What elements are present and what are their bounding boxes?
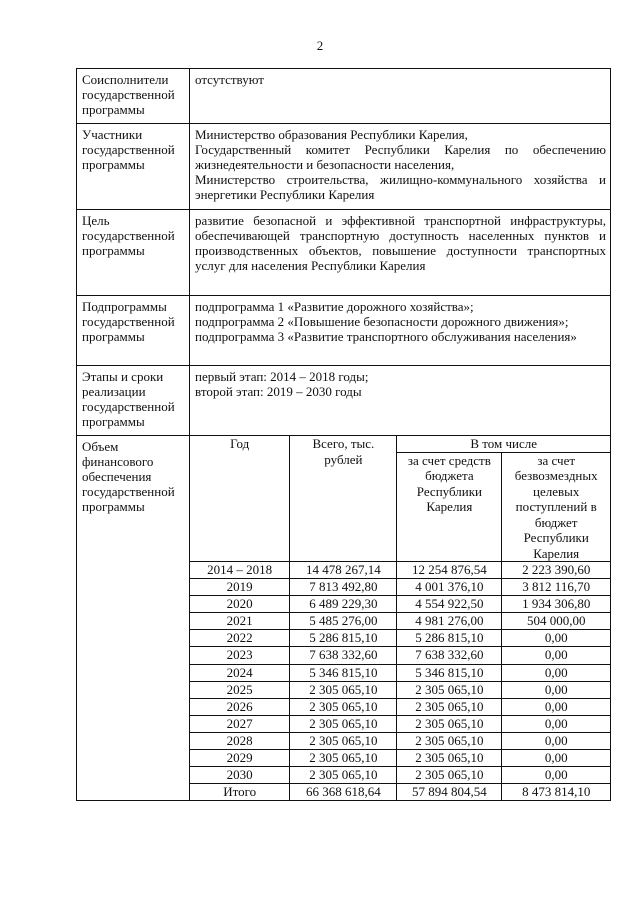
row-value xyxy=(190,296,611,366)
table-row xyxy=(77,124,611,210)
value-line: Государственный комитет Республики Карелия по обеспечению жизнедеятельности и безопасности населения, xyxy=(195,142,606,172)
finance-row xyxy=(190,698,610,715)
total-cell: 7 813 492,80 xyxy=(290,579,397,596)
row-value xyxy=(190,69,611,124)
value-line: развитие безопасной и эффективной транспортной инфраструктуры, обеспечивающей транспортную доступность населенных пунктов и производственных объектов, повышение доступности транспортных услуг для населения Республики Карелия xyxy=(195,213,606,273)
value-line: подпрограмма 3 «Развитие транспортного обслуживания населения» xyxy=(195,329,577,344)
total-cell: 5 346 815,10 xyxy=(290,664,397,681)
budget-cell: 5 286 815,10 xyxy=(397,630,502,647)
row-label: Соисполнители государственной программы xyxy=(77,69,190,124)
free-receipts-cell: 0,00 xyxy=(502,647,610,664)
budget-cell: 5 346 815,10 xyxy=(397,664,502,681)
value-line: подпрограмма 2 «Повышение безопасности дорожного движения»; xyxy=(195,314,569,329)
value-line: Министерство образования Республики Карелия, xyxy=(195,127,468,142)
finance-row xyxy=(190,664,610,681)
free-receipts-cell: 0,00 xyxy=(502,630,610,647)
budget-cell: 57 894 804,54 xyxy=(397,784,502,801)
budget-cell: 4 554 922,50 xyxy=(397,596,502,613)
total-cell: 7 638 332,60 xyxy=(290,647,397,664)
free-receipts-cell: 0,00 xyxy=(502,681,610,698)
year-cell: 2030 xyxy=(190,767,290,784)
finance-row xyxy=(190,579,610,596)
year-cell: Итого xyxy=(190,784,290,801)
header-including: В том числе xyxy=(397,436,610,452)
row-label: Цель государственной программы xyxy=(77,210,190,296)
finance-row xyxy=(190,767,610,784)
budget-cell: 2 305 065,10 xyxy=(397,750,502,767)
free-receipts-cell: 0,00 xyxy=(502,750,610,767)
finance-row xyxy=(190,784,610,801)
program-passport-table xyxy=(76,68,611,801)
total-cell: 5 286 815,10 xyxy=(290,630,397,647)
finance-row xyxy=(190,732,610,749)
header-total: Всего, тыс. рублей xyxy=(290,436,397,562)
free-receipts-cell: 504 000,00 xyxy=(502,613,610,630)
budget-cell: 4 981 276,00 xyxy=(397,613,502,630)
budget-cell: 2 305 065,10 xyxy=(397,698,502,715)
year-cell: 2029 xyxy=(190,750,290,767)
budget-cell: 4 001 376,10 xyxy=(397,579,502,596)
total-cell: 2 305 065,10 xyxy=(290,767,397,784)
total-cell: 2 305 065,10 xyxy=(290,681,397,698)
finance-row xyxy=(190,562,610,579)
table-row xyxy=(77,366,611,436)
year-cell: 2026 xyxy=(190,698,290,715)
value-line: второй этап: 2019 – 2030 годы xyxy=(195,384,362,399)
table-row xyxy=(77,436,611,801)
row-label: Участники государственной программы xyxy=(77,124,190,210)
budget-cell: 2 305 065,10 xyxy=(397,681,502,698)
total-cell: 14 478 267,14 xyxy=(290,562,397,579)
header-year: Год xyxy=(190,436,290,562)
free-receipts-cell: 0,00 xyxy=(502,767,610,784)
total-cell: 2 305 065,10 xyxy=(290,750,397,767)
year-cell: 2022 xyxy=(190,630,290,647)
finance-row xyxy=(190,613,610,630)
header-free-receipts: за счет безвозмездных целевых поступлений в бюджет Республики Карелия xyxy=(502,452,610,562)
year-cell: 2024 xyxy=(190,664,290,681)
row-label: Объем финансового обеспечения государственной программы xyxy=(77,436,190,801)
finance-row xyxy=(190,750,610,767)
row-value xyxy=(190,124,611,210)
year-cell: 2019 xyxy=(190,579,290,596)
total-cell: 5 485 276,00 xyxy=(290,613,397,630)
year-cell: 2014 – 2018 xyxy=(190,562,290,579)
value-line: отсутствуют xyxy=(195,72,264,87)
header-budget: за счет средств бюджета Республики Карелия xyxy=(397,452,502,562)
finance-row xyxy=(190,681,610,698)
finance-row xyxy=(190,596,610,613)
free-receipts-cell: 0,00 xyxy=(502,698,610,715)
page-number: 2 xyxy=(316,38,324,53)
row-value xyxy=(190,366,611,436)
budget-cell: 2 305 065,10 xyxy=(397,732,502,749)
year-cell: 2020 xyxy=(190,596,290,613)
free-receipts-cell: 0,00 xyxy=(502,715,610,732)
year-cell: 2023 xyxy=(190,647,290,664)
year-cell: 2027 xyxy=(190,715,290,732)
free-receipts-cell: 2 223 390,60 xyxy=(502,562,610,579)
free-receipts-cell: 1 934 306,80 xyxy=(502,596,610,613)
finance-cell xyxy=(190,436,611,801)
year-cell: 2025 xyxy=(190,681,290,698)
budget-cell: 2 305 065,10 xyxy=(397,715,502,732)
row-value xyxy=(190,210,611,296)
total-cell: 2 305 065,10 xyxy=(290,732,397,749)
value-line: первый этап: 2014 – 2018 годы; xyxy=(195,369,369,384)
total-cell: 66 368 618,64 xyxy=(290,784,397,801)
finance-table xyxy=(190,436,610,800)
table-row xyxy=(77,69,611,124)
free-receipts-cell: 0,00 xyxy=(502,732,610,749)
row-label: Подпрограммы государственной программы xyxy=(77,296,190,366)
free-receipts-cell: 0,00 xyxy=(502,664,610,681)
total-cell: 6 489 229,30 xyxy=(290,596,397,613)
value-line: Министерство строительства, жилищно-коммунального хозяйства и энергетики Республики Карелия xyxy=(195,172,606,202)
finance-row xyxy=(190,630,610,647)
finance-row xyxy=(190,647,610,664)
total-cell: 2 305 065,10 xyxy=(290,698,397,715)
row-label: Этапы и сроки реализации государственной программы xyxy=(77,366,190,436)
year-cell: 2021 xyxy=(190,613,290,630)
free-receipts-cell: 8 473 814,10 xyxy=(502,784,610,801)
total-cell: 2 305 065,10 xyxy=(290,715,397,732)
table-row xyxy=(77,210,611,296)
budget-cell: 2 305 065,10 xyxy=(397,767,502,784)
finance-row xyxy=(190,715,610,732)
budget-cell: 7 638 332,60 xyxy=(397,647,502,664)
table-row xyxy=(77,296,611,366)
free-receipts-cell: 3 812 116,70 xyxy=(502,579,610,596)
value-line: подпрограмма 1 «Развитие дорожного хозяйства»; xyxy=(195,299,474,314)
budget-cell: 12 254 876,54 xyxy=(397,562,502,579)
year-cell: 2028 xyxy=(190,732,290,749)
